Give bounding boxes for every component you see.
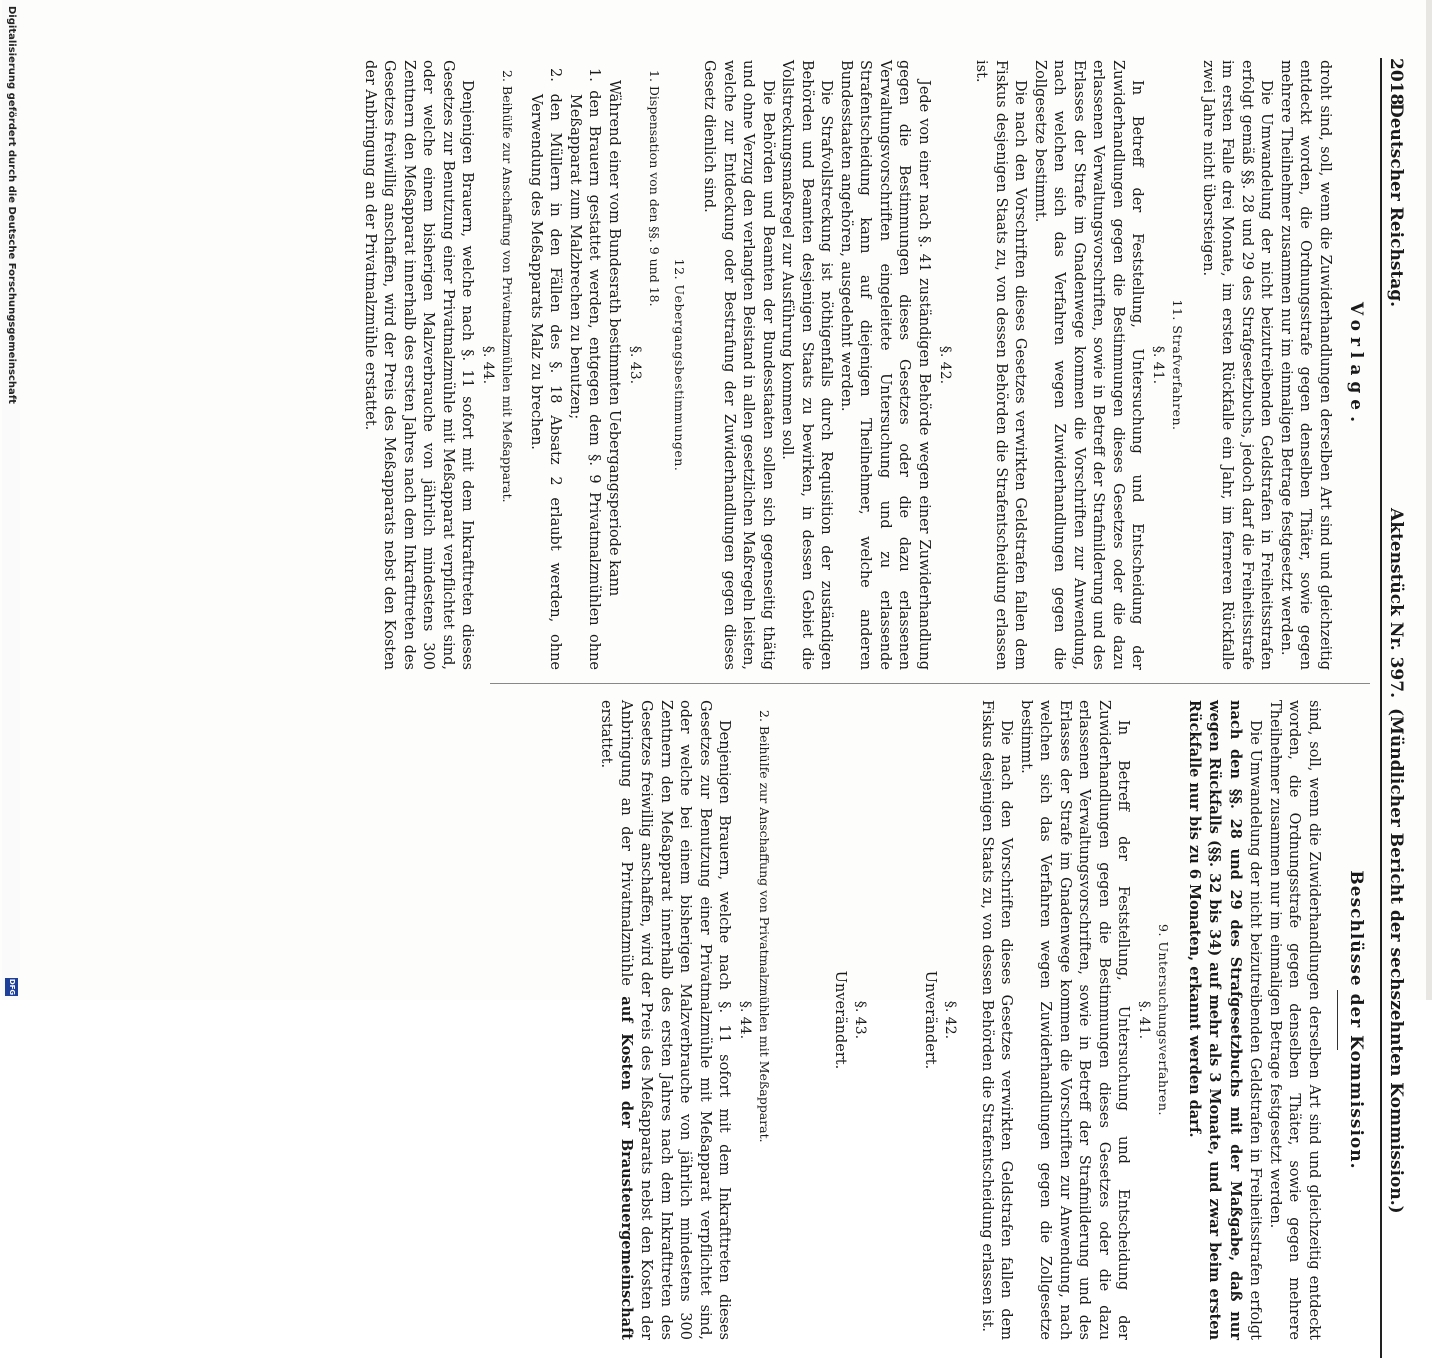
unchanged-note: Unverändert. [832,970,849,1070]
section-mark: §. 42. [937,345,953,385]
column-commission-resolutions [596,700,1370,1340]
section-heading: 12. Uebergangsbestimmungen. [672,258,687,472]
paragraph: In Betreff der Feststellung, Untersuchung und Entscheidung der Zuwiderhandlungen gegen die Bestimmungen dieses Gesetzes oder die dazu erlassenen Verwaltungsvorschriften, sowie in Betreff der Strafmilderung und des Erlasses der Strafe im Gnadenwege kommen die Vorschriften zur Anwendung, nach welchen sich das Verfahren wegen Zuwiderhandlungen gegen die Zollgesetze bestimmt. [1032,60,1146,670]
paragraph: sind, soll, wenn die Zuwiderhandlungen derselben Art sind und gleichzeitig entdeckt worden, die Ordnungsstrafe gegen denselben Thäter, sowie gegen mehrere Theilnehmer zusammen nur im einmaligen Betrage festgesetzt werden. [1267,700,1322,1340]
section-mark: §. 44. [737,1000,754,1040]
unchanged-note: Unverändert. [922,970,939,1070]
list-item: 1. den Brauern gestattet werden, entgegen dem §. 9 Privatmalzmühlen ohne Meßapparat zum Malzbrechen zu benutzen; [567,68,603,670]
digitization-footer [2,0,20,1000]
paragraph: Die Umwandelung der nicht beizutreibenden Geldstrafen in Freiheitsstrafen erfolgt gemäß §§. 28 und 29 des Strafgesetzbuchs, jedoch darf die Freiheitsstrafe im ersten Falle drei Monate, im ersten Rückfalle ein Jahr, im ferneren Rückfalle zwei Jahre nicht übersteigen. [1200,60,1275,670]
page-number: 2018 [1386,58,1406,106]
column-divider [490,683,1370,684]
subsection-heading: 1. Dispensation von den §§. 9 und 18. [647,70,662,307]
paragraph: droht sind, soll, wenn die Zuwiderhandlungen derselben Art sind und gleichzeitig entdeckt worden, die Ordnungsstrafe gegen denselben Thäter, sowie gegen mehrere Theilnehmer zusammen nur im einmaligen Betrage festgesetzt werden. [1278,60,1333,670]
paragraph: Während einer vom Bundesrath bestimmten Uebergangsperiode kann [606,80,622,597]
paragraph: Die Behörden und Beamten der Bundesstaaten sollen sich gegenseitig thätig und ohne Verzug den verlangten Beistand in allen gesetzlichen Maßregeln leisten, welche zur Entdeckung oder Bestrafung der Zuwiderhandlungen gegen dieses Gesetz dienlich sind. [701,60,776,670]
report-title: (Mündlicher Bericht der sechszehnten Kommission.) [1386,708,1406,1214]
paragraph: Die nach den Vorschriften dieses Gesetzes verwirkten Geldstrafen fallen dem Fiskus desjenigen Staats zu, von dessen Behörden die Strafentscheidung erlassen ist. [973,60,1029,670]
scan-edge [1426,0,1432,1000]
amended-text: auf Kosten der Brausteuergemeinschaft [618,996,635,1341]
section-mark: §. 41. [1136,1000,1153,1040]
column-heading: Vorlage. [1346,301,1366,429]
paragraph: Die nach den Vorschriften dieses Gesetzes verwirkten Geldstrafen fallen dem Fiskus desjenigen Staats zu, von dessen Behörden die Strafentscheidung erlassen ist. [979,700,1015,1340]
section-mark: §. 42. [942,1000,959,1040]
paragraph: Jede von einer nach §. 41 zuständigen Behörde wegen einer Zuwiderhandlung gegen die Bestimmungen dieses Gesetzes oder die dazu erlassenen Verwaltungsvorschriften eingeleitete Untersuchung und zu erlassende Strafentscheidung kann auf diejenigen Theilnehmer, welche anderen Bundesstaaten angehören, ausgedehnt werden. [838,60,932,670]
amended-text: nach den §§. 28 und 29 des Strafgesetzbuchs mit der Maßgabe, daß nur wegen Rückfalls (§§. 32 bis 34) auf mehr als 3 Monate, und zwar beim ersten Rückfalle nur bis zu 6 Monaten, erkannt werden darf. [1186,700,1244,1340]
section-mark: §. 43. [627,345,643,385]
dfg-logo-icon: DFG [5,978,18,996]
file-number: Aktenstück Nr. 397. [1386,508,1406,699]
paragraph-umwandelung [1184,700,1265,1340]
running-header [1380,58,1406,1358]
paragraph-text: Die Umwandelung der nicht beizutreibenden Geldstrafen in Freiheitsstrafen erfolgt [1247,720,1264,1340]
subsection-heading: 2. Beihülfe zur Anschaffung von Privatmalzmühlen mit Meßapparat. [757,710,773,1143]
section-mark: §. 41. [1150,345,1167,385]
paragraph: Denjenigen Brauern, welche nach §. 11 sofort mit dem Inkrafttreten dieses Gesetzes zur Benutzung einer Privatmalzmühle mit Meßapparat verpflichtet sind, oder welche einem bisherigen Malzverbrauche von jährlich mindestens 300 Zentnern den Meßapparat innerhalb des ersten Jahres nach dem Inkrafttreten des Gesetzes freiwillig anschaffen, wird der Preis des Meßapparats nebst den Kosten der Anbringung an der Privatmalzmühle erstattet. [362,60,476,670]
running-title: Deutscher Reichstag. [1386,103,1406,308]
section-heading: 9. Untersuchungsverfahren. [1156,924,1172,1116]
section-heading: 11. Strafverfahren. [1170,299,1186,431]
section-mark: §. 44. [480,345,497,385]
section-mark: §. 43. [852,1000,869,1040]
heading-rule [1337,990,1338,1050]
paragraph-text: erstattet. [598,700,615,769]
paragraph: In Betreff der Feststellung, Untersuchung und Entscheidung der Zuwiderhandlungen gegen die Bestimmungen dieses Gesetzes oder die dazu erlassenen Verwaltungsvorschriften, sowie in Betreff der Strafmilderung und des Erlasses der Strafe im Gnadenwege kommen die Vorschriften zur Anwendung, nach welchen sich das Verfahren wegen Zuwiderhandlungen gegen die Zollgesetze bestimmt. [1018,700,1132,1340]
column-heading: Beschlüsse der Kommission. [1346,870,1366,1170]
digitization-note: Digitalisierung gefördert durch die Deutsche Forschungsgemeinschaft [6,6,17,404]
paragraph-text: Denjenigen Brauern, welche nach §. 11 sofort mit dem Inkrafttreten dieses Gesetzes zur Benutzung einer Privatmalzmühle mit Meßapparat verpflichtet sind, oder welche bei einem bisherigen Malzverbrauche von jährlich mindestens 300 Zentnern den Meßapparat innerhalb des ersten Jahres nach dem Inkrafttreten des Gesetzes freiwillig anschaffen, wird der Preis des Meßapparats nebst den Kosten der Anbringung an der Privatmalzmühle [618,700,733,1340]
subsection-heading: 2. Beihülfe zur Anschaffung von Privatmalzmühlen mit Meßapparat. [500,70,516,503]
list-item: 2. den Müllern in den Fällen des §. 18 Absatz 2 erlaubt werden, ohne Verwendung des Meßapparats Malz zu brechen. [528,68,564,670]
paragraph: Die Strafvollstreckung ist nöthigenfalls durch Requisition der zuständigen Behörden und Beamten desjenigen Staats zu bewirken, in dessen Gebiet die Vollstreckungsmaßregel zur Ausführung kommen soll. [779,60,835,670]
column-vorlage [360,60,1371,670]
paragraph-44 [596,700,734,1340]
